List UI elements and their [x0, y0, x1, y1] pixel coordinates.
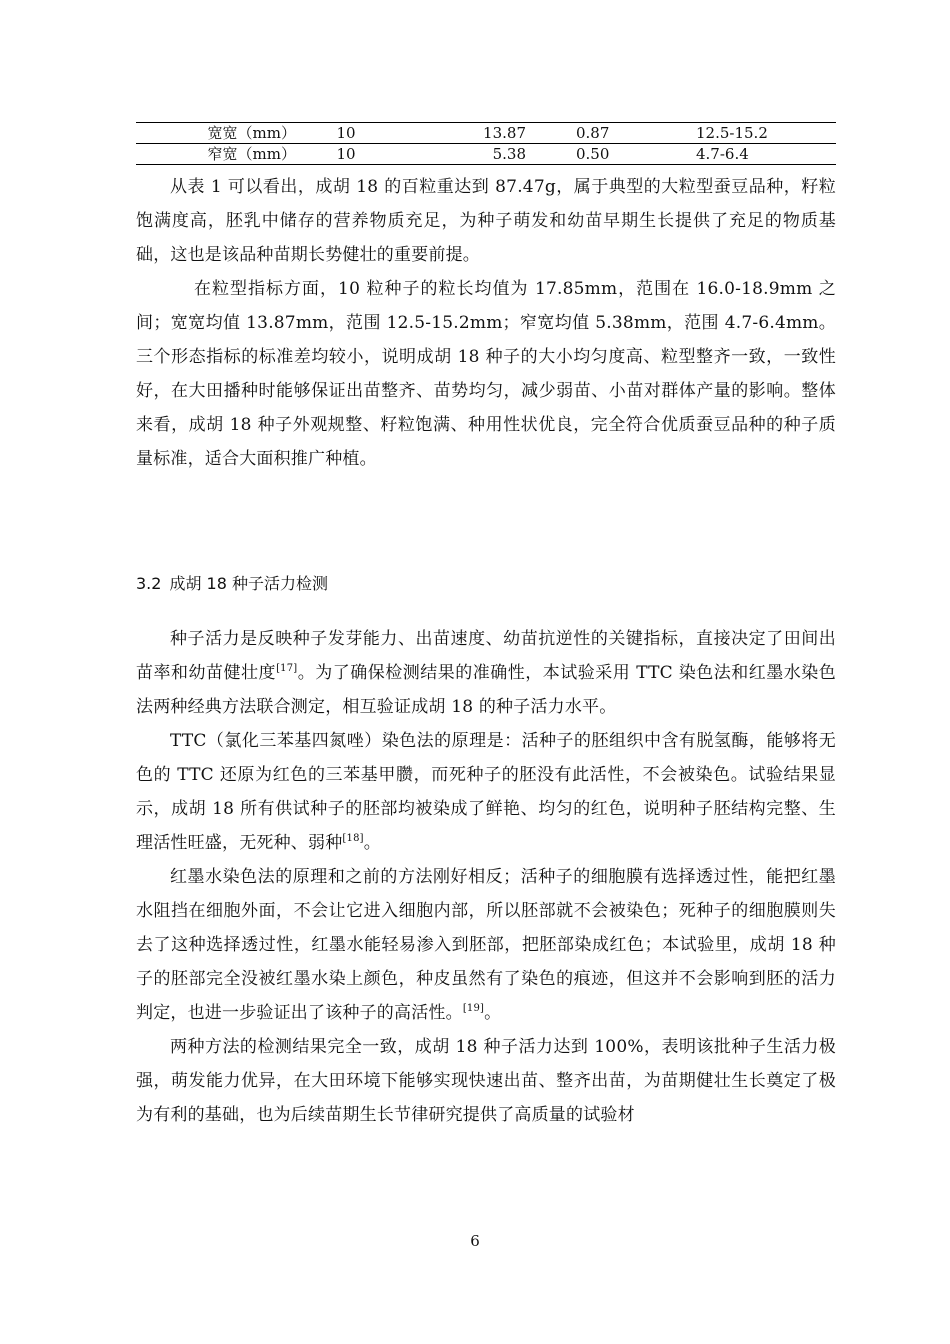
table-cell: 窄宽（mm）: [136, 144, 306, 165]
table-cell: 10: [306, 144, 386, 165]
section-title: 成胡 18 种子活力检测: [169, 574, 328, 593]
section-number: 3.2: [136, 574, 162, 593]
table-cell: 12.5-15.2: [686, 123, 836, 144]
citation: [19]: [462, 1003, 485, 1014]
table-row: [136, 144, 836, 165]
table-cell: 宽宽（mm）: [136, 123, 306, 144]
paragraph-text: 红墨水染色法的原理和之前的方法刚好相反；活种子的细胞膜有选择透过性，能把红墨水阻挡在细胞外面，不会让它进入细胞内部，所以胚部就不会被染色；死种子的细胞膜则失去了这种选择透过性，红墨水能轻易渗入到胚部，把胚部染成红色；本试验里，成胡 18 种子的胚部完全没被红墨水染上颜色，种皮虽然有了染色的痕迹，但这并不会影响到胚的活力判定，也进一步验证出了该种子的高活性。: [136, 867, 836, 1023]
paragraph: [136, 860, 836, 1030]
paragraph-text: 。为了确保检测结果的准确性，本试验采用 TTC 染色法和红墨水染色法两种经典方法联合测定，相互验证成胡 18 的种子活力水平。: [136, 663, 836, 717]
section-heading: [136, 572, 328, 596]
table-cell: 0.50: [546, 144, 686, 165]
table-cell: 5.38: [386, 144, 546, 165]
paragraph: 两种方法的检测结果完全一致，成胡 18 种子活力达到 100%，表明该批种子生活力极强，萌发能力优异，在大田环境下能够实现快速出苗、整齐出苗，为苗期健壮生长奠定了极为有利的基础，也为后续苗期生长节律研究提供了高质量的试验材: [136, 1037, 836, 1125]
paragraph-text: TTC（氯化三苯基四氮唑）染色法的原理是：活种子的胚组织中含有脱氢酶，能够将无色的 TTC 还原为红色的三苯基甲臜，而死种子的胚没有此活性，不会被染色。试验结果显示，成胡 18 所有供试种子的胚部均被染成了鲜艳、均匀的红色，说明种子胚结构完整、生理活性旺盛，无死种、弱种: [136, 731, 836, 853]
paragraph-text: 。: [484, 1003, 502, 1023]
citation: [17]: [276, 663, 298, 674]
seed-morphology-table-fragment: [136, 122, 836, 165]
table-cell: 13.87: [386, 123, 546, 144]
paragraph: [136, 622, 836, 724]
paragraph: [136, 724, 836, 860]
paragraph-text: 。: [363, 833, 381, 853]
paragraph-text: 种子活力是反映种子发芽能力、出苗速度、幼苗抗逆性的关键指标，直接决定了田间出苗率和幼苗健壮度: [136, 629, 836, 683]
section-3-1-body: [136, 170, 836, 476]
paragraph: 从表 1 可以看出，成胡 18 的百粒重达到 87.47g，属于典型的大粒型蚕豆品种，籽粒饱满度高，胚乳中储存的营养物质充足，为种子萌发和幼苗早期生长提供了充足的物质基础，这也是该品种苗期长势健壮的重要前提。: [136, 177, 836, 265]
table-cell: 0.87: [546, 123, 686, 144]
page-number: 6: [470, 1232, 480, 1250]
table-cell: 10: [306, 123, 386, 144]
citation: [18]: [342, 833, 364, 844]
paragraph: 在粒型指标方面，10 粒种子的粒长均值为 17.85mm，范围在 16.0-18.9mm 之间；宽宽均值 13.87mm，范围 12.5-15.2mm；窄宽均值 5.38mm，范围 4.7-6.4mm。三个形态指标的标准差均较小，说明成胡 18 种子的大小均匀度高、粒型整齐一致，一致性好，在大田播种时能够保证出苗整齐、苗势均匀，减少弱苗、小苗对群体产量的影响。整体来看，成胡 18 种子外观规整、籽粒饱满、种用性状优良，完全符合优质蚕豆品种的种子质量标准，适合大面积推广种植。: [136, 279, 836, 469]
table-row: [136, 123, 836, 144]
section-3-2-body: [136, 622, 836, 1132]
table-cell: 4.7-6.4: [686, 144, 836, 165]
